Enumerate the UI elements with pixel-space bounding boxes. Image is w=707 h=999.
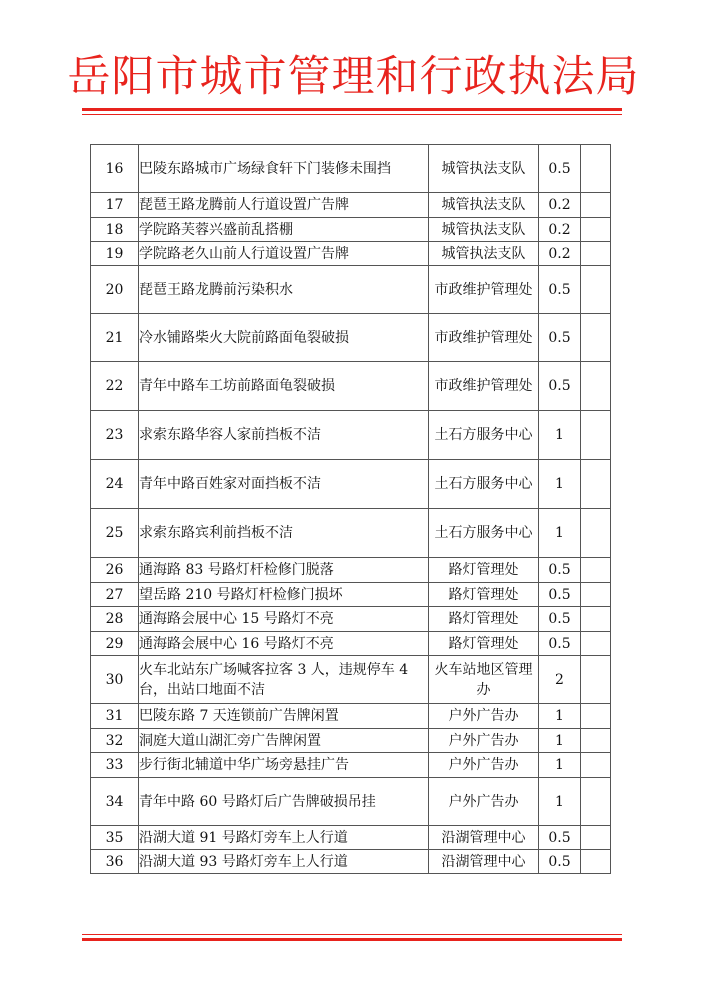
- table-row: [91, 218, 611, 242]
- row-number: 26: [91, 558, 139, 583]
- responsible-department: 路灯管理处: [429, 558, 539, 583]
- table-row: [91, 193, 611, 218]
- responsible-department: 城管执法支队: [429, 218, 539, 242]
- deduction-score: 0.5: [539, 145, 581, 193]
- issue-description: 洞庭大道山湖汇旁广告牌闲置: [139, 729, 429, 753]
- remarks-cell: [581, 266, 611, 314]
- deduction-score: 0.2: [539, 193, 581, 218]
- deduction-score: 1: [539, 753, 581, 778]
- table-row: [91, 460, 611, 509]
- remarks-cell: [581, 656, 611, 704]
- issue-description: 巴陵东路城市广场绿食轩下门装修未围挡: [139, 145, 429, 193]
- table-row: [91, 266, 611, 314]
- remarks-cell: [581, 509, 611, 558]
- footer-rule-thick: [82, 938, 622, 941]
- row-number: 36: [91, 850, 139, 874]
- table-row: [91, 729, 611, 753]
- issue-description: 步行街北辅道中华广场旁悬挂广告: [139, 753, 429, 778]
- issue-description: 通海路 83 号路灯杆检修门脱落: [139, 558, 429, 583]
- issue-description: 学院路芙蓉兴盛前乱搭棚: [139, 218, 429, 242]
- issue-description: 通海路会展中心 15 号路灯不亮: [139, 607, 429, 632]
- deduction-score: 0.5: [539, 266, 581, 314]
- row-number: 33: [91, 753, 139, 778]
- row-number: 19: [91, 242, 139, 266]
- deduction-score: 1: [539, 704, 581, 729]
- issue-description: 沿湖大道 91 号路灯旁车上人行道: [139, 826, 429, 850]
- deduction-score: 0.2: [539, 242, 581, 266]
- remarks-cell: [581, 411, 611, 460]
- issue-description: 冷水铺路柴火大院前路面龟裂破损: [139, 314, 429, 362]
- table-row: [91, 753, 611, 778]
- row-number: 22: [91, 362, 139, 411]
- table-row: [91, 607, 611, 632]
- deduction-score: 1: [539, 509, 581, 558]
- row-number: 25: [91, 509, 139, 558]
- issue-description: 青年中路百姓家对面挡板不洁: [139, 460, 429, 509]
- deduction-score: 1: [539, 460, 581, 509]
- responsible-department: 沿湖管理中心: [429, 826, 539, 850]
- row-number: 17: [91, 193, 139, 218]
- responsible-department: 路灯管理处: [429, 607, 539, 632]
- deduction-score: 0.5: [539, 558, 581, 583]
- issue-description: 巴陵东路 7 天连锁前广告牌闲置: [139, 704, 429, 729]
- issue-description: 青年中路车工坊前路面龟裂破损: [139, 362, 429, 411]
- responsible-department: 路灯管理处: [429, 632, 539, 656]
- table-row: [91, 509, 611, 558]
- responsible-department: 火车站地区管理办: [429, 656, 539, 704]
- responsible-department: 土石方服务中心: [429, 460, 539, 509]
- deduction-score: 0.5: [539, 632, 581, 656]
- table-row: [91, 656, 611, 704]
- responsible-department: 户外广告办: [429, 704, 539, 729]
- issue-description: 青年中路 60 号路灯后广告牌破损吊挂: [139, 778, 429, 826]
- inspection-table: [90, 144, 611, 874]
- issue-description: 琵琶王路龙腾前人行道设置广告牌: [139, 193, 429, 218]
- row-number: 29: [91, 632, 139, 656]
- deduction-score: 2: [539, 656, 581, 704]
- deduction-score: 0.5: [539, 826, 581, 850]
- row-number: 30: [91, 656, 139, 704]
- row-number: 16: [91, 145, 139, 193]
- remarks-cell: [581, 193, 611, 218]
- deduction-score: 0.5: [539, 607, 581, 632]
- table-row: [91, 632, 611, 656]
- issue-description: 求索东路宾利前挡板不洁: [139, 509, 429, 558]
- table-row: [91, 778, 611, 826]
- responsible-department: 沿湖管理中心: [429, 850, 539, 874]
- remarks-cell: [581, 729, 611, 753]
- table-row: [91, 314, 611, 362]
- responsible-department: 市政维护管理处: [429, 314, 539, 362]
- row-number: 24: [91, 460, 139, 509]
- responsible-department: 户外广告办: [429, 753, 539, 778]
- remarks-cell: [581, 218, 611, 242]
- deduction-score: 0.5: [539, 583, 581, 607]
- table-row: [91, 362, 611, 411]
- row-number: 28: [91, 607, 139, 632]
- remarks-cell: [581, 460, 611, 509]
- remarks-cell: [581, 145, 611, 193]
- responsible-department: 市政维护管理处: [429, 266, 539, 314]
- remarks-cell: [581, 850, 611, 874]
- header-rule-thick: [82, 108, 622, 111]
- table-row: [91, 145, 611, 193]
- deduction-score: 1: [539, 411, 581, 460]
- row-number: 31: [91, 704, 139, 729]
- row-number: 27: [91, 583, 139, 607]
- row-number: 32: [91, 729, 139, 753]
- table-row: [91, 826, 611, 850]
- table-row: [91, 558, 611, 583]
- table-row: [91, 583, 611, 607]
- responsible-department: 城管执法支队: [429, 145, 539, 193]
- responsible-department: 户外广告办: [429, 778, 539, 826]
- remarks-cell: [581, 753, 611, 778]
- responsible-department: 户外广告办: [429, 729, 539, 753]
- remarks-cell: [581, 704, 611, 729]
- remarks-cell: [581, 314, 611, 362]
- remarks-cell: [581, 583, 611, 607]
- responsible-department: 土石方服务中心: [429, 509, 539, 558]
- letterhead-title: 岳阳市城市管理和行政执法局: [67, 52, 640, 102]
- row-number: 23: [91, 411, 139, 460]
- table-row: [91, 850, 611, 874]
- deduction-score: 1: [539, 778, 581, 826]
- remarks-cell: [581, 826, 611, 850]
- deduction-score: 0.5: [539, 850, 581, 874]
- issue-description: 求索东路华容人家前挡板不洁: [139, 411, 429, 460]
- issue-description: 望岳路 210 号路灯杆检修门损坏: [139, 583, 429, 607]
- responsible-department: 城管执法支队: [429, 193, 539, 218]
- row-number: 35: [91, 826, 139, 850]
- deduction-score: 0.5: [539, 314, 581, 362]
- header-rule-thin: [82, 114, 622, 115]
- remarks-cell: [581, 558, 611, 583]
- table-row: [91, 704, 611, 729]
- issue-description: 沿湖大道 93 号路灯旁车上人行道: [139, 850, 429, 874]
- row-number: 18: [91, 218, 139, 242]
- remarks-cell: [581, 242, 611, 266]
- row-number: 34: [91, 778, 139, 826]
- responsible-department: 城管执法支队: [429, 242, 539, 266]
- table-row: [91, 411, 611, 460]
- deduction-score: 0.5: [539, 362, 581, 411]
- issue-description: 学院路老久山前人行道设置广告牌: [139, 242, 429, 266]
- row-number: 20: [91, 266, 139, 314]
- deduction-score: 1: [539, 729, 581, 753]
- row-number: 21: [91, 314, 139, 362]
- remarks-cell: [581, 607, 611, 632]
- table-row: [91, 242, 611, 266]
- deduction-score: 0.2: [539, 218, 581, 242]
- remarks-cell: [581, 362, 611, 411]
- responsible-department: 市政维护管理处: [429, 362, 539, 411]
- responsible-department: 路灯管理处: [429, 583, 539, 607]
- inspection-table-body: [91, 145, 611, 874]
- issue-description: 通海路会展中心 16 号路灯不亮: [139, 632, 429, 656]
- remarks-cell: [581, 778, 611, 826]
- responsible-department: 土石方服务中心: [429, 411, 539, 460]
- issue-description: 火车北站东广场喊客拉客 3 人，违规停车 4 台，出站口地面不洁: [139, 656, 429, 704]
- remarks-cell: [581, 632, 611, 656]
- issue-description: 琵琶王路龙腾前污染积水: [139, 266, 429, 314]
- footer-rule-thin: [82, 934, 622, 935]
